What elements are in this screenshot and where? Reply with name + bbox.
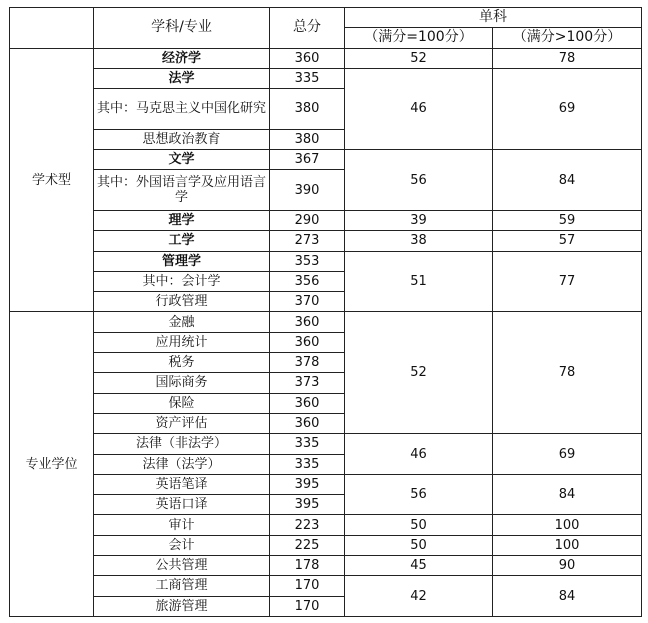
subject-name-cell: 行政管理 — [94, 292, 270, 312]
subject-name-cell: 思想政治教育 — [94, 129, 270, 149]
total-score-cell: 356 — [270, 271, 345, 291]
total-score-cell: 395 — [270, 495, 345, 515]
subject-name-cell: 保险 — [94, 393, 270, 413]
total-score-cell: 367 — [270, 150, 345, 170]
single-subject-100-cell: 56 — [345, 150, 493, 211]
total-score-cell: 380 — [270, 129, 345, 149]
single-subject-100-cell: 42 — [345, 576, 493, 617]
score-table — [9, 7, 642, 617]
subject-name-cell: 其中：外国语言学及应用语言学 — [94, 170, 270, 211]
subject-name-cell: 管理学 — [94, 251, 270, 271]
single-subject-100-cell: 45 — [345, 556, 493, 576]
single-subject-100-cell: 50 — [345, 515, 493, 535]
table-row — [10, 535, 642, 555]
total-score-cell: 290 — [270, 210, 345, 230]
table-row — [10, 68, 642, 88]
table-row — [10, 312, 642, 332]
subject-name-cell: 会计 — [94, 535, 270, 555]
subject-name-cell: 法律（法学） — [94, 454, 270, 474]
single-subject-100-cell: 50 — [345, 535, 493, 555]
subject-name-cell: 法律（非法学） — [94, 434, 270, 454]
single-subject-100-cell: 56 — [345, 474, 493, 515]
total-score-cell: 335 — [270, 454, 345, 474]
total-score-cell: 170 — [270, 596, 345, 616]
single-subject-over-100-cell: 78 — [493, 312, 642, 434]
header-corner-cell — [10, 8, 94, 49]
subject-name-cell: 工商管理 — [94, 576, 270, 596]
table-row — [10, 474, 642, 494]
total-score-cell: 335 — [270, 68, 345, 88]
header-subject-major: 学科/专业 — [94, 8, 270, 49]
total-score-cell: 178 — [270, 556, 345, 576]
total-score-cell: 360 — [270, 48, 345, 68]
total-score-cell: 360 — [270, 312, 345, 332]
single-subject-over-100-cell: 78 — [493, 48, 642, 68]
total-score-cell: 273 — [270, 231, 345, 251]
total-score-cell: 373 — [270, 373, 345, 393]
single-subject-over-100-cell: 100 — [493, 535, 642, 555]
table-row — [10, 251, 642, 271]
total-score-cell: 223 — [270, 515, 345, 535]
total-score-cell: 360 — [270, 413, 345, 433]
single-subject-over-100-cell: 69 — [493, 68, 642, 149]
table-row — [10, 576, 642, 596]
single-subject-100-cell: 46 — [345, 434, 493, 475]
total-score-cell: 395 — [270, 474, 345, 494]
total-score-cell: 370 — [270, 292, 345, 312]
single-subject-over-100-cell: 90 — [493, 556, 642, 576]
subject-name-cell: 审计 — [94, 515, 270, 535]
table-row — [10, 434, 642, 454]
subject-name-cell: 国际商务 — [94, 373, 270, 393]
header-single-subject: 单科 — [345, 8, 642, 28]
single-subject-over-100-cell: 84 — [493, 576, 642, 617]
table-row — [10, 231, 642, 251]
single-subject-100-cell: 39 — [345, 210, 493, 230]
single-subject-100-cell: 51 — [345, 251, 493, 312]
degree-type-cell: 学术型 — [10, 48, 94, 312]
table-row — [10, 210, 642, 230]
header-full-over-100: （满分>100分） — [493, 28, 642, 48]
header-row-1 — [10, 8, 642, 28]
subject-name-cell: 旅游管理 — [94, 596, 270, 616]
single-subject-100-cell: 46 — [345, 68, 493, 149]
subject-name-cell: 法学 — [94, 68, 270, 88]
single-subject-over-100-cell: 84 — [493, 150, 642, 211]
total-score-cell: 225 — [270, 535, 345, 555]
subject-name-cell: 工学 — [94, 231, 270, 251]
subject-name-cell: 税务 — [94, 353, 270, 373]
total-score-cell: 360 — [270, 393, 345, 413]
subject-name-cell: 其中：马克思主义中国化研究 — [94, 89, 270, 130]
subject-name-cell: 英语笔译 — [94, 474, 270, 494]
table-row — [10, 515, 642, 535]
subject-name-cell: 资产评估 — [94, 413, 270, 433]
total-score-cell: 170 — [270, 576, 345, 596]
total-score-cell: 378 — [270, 353, 345, 373]
header-full-100: （满分=100分） — [345, 28, 493, 48]
table-row — [10, 48, 642, 68]
single-subject-100-cell: 52 — [345, 312, 493, 434]
single-subject-100-cell: 38 — [345, 231, 493, 251]
subject-name-cell: 公共管理 — [94, 556, 270, 576]
degree-type-cell: 专业学位 — [10, 312, 94, 617]
subject-name-cell: 英语口译 — [94, 495, 270, 515]
total-score-cell: 380 — [270, 89, 345, 130]
subject-name-cell: 金融 — [94, 312, 270, 332]
total-score-cell: 360 — [270, 332, 345, 352]
single-subject-over-100-cell: 57 — [493, 231, 642, 251]
single-subject-100-cell: 52 — [345, 48, 493, 68]
subject-name-cell: 经济学 — [94, 48, 270, 68]
total-score-cell: 390 — [270, 170, 345, 211]
single-subject-over-100-cell: 84 — [493, 474, 642, 515]
score-table-body — [10, 8, 642, 617]
subject-name-cell: 其中：会计学 — [94, 271, 270, 291]
total-score-cell: 335 — [270, 434, 345, 454]
subject-name-cell: 应用统计 — [94, 332, 270, 352]
single-subject-over-100-cell: 59 — [493, 210, 642, 230]
subject-name-cell: 理学 — [94, 210, 270, 230]
header-total: 总分 — [270, 8, 345, 49]
total-score-cell: 353 — [270, 251, 345, 271]
subject-name-cell: 文学 — [94, 150, 270, 170]
single-subject-over-100-cell: 77 — [493, 251, 642, 312]
single-subject-over-100-cell: 69 — [493, 434, 642, 475]
table-row — [10, 150, 642, 170]
table-row — [10, 556, 642, 576]
single-subject-over-100-cell: 100 — [493, 515, 642, 535]
